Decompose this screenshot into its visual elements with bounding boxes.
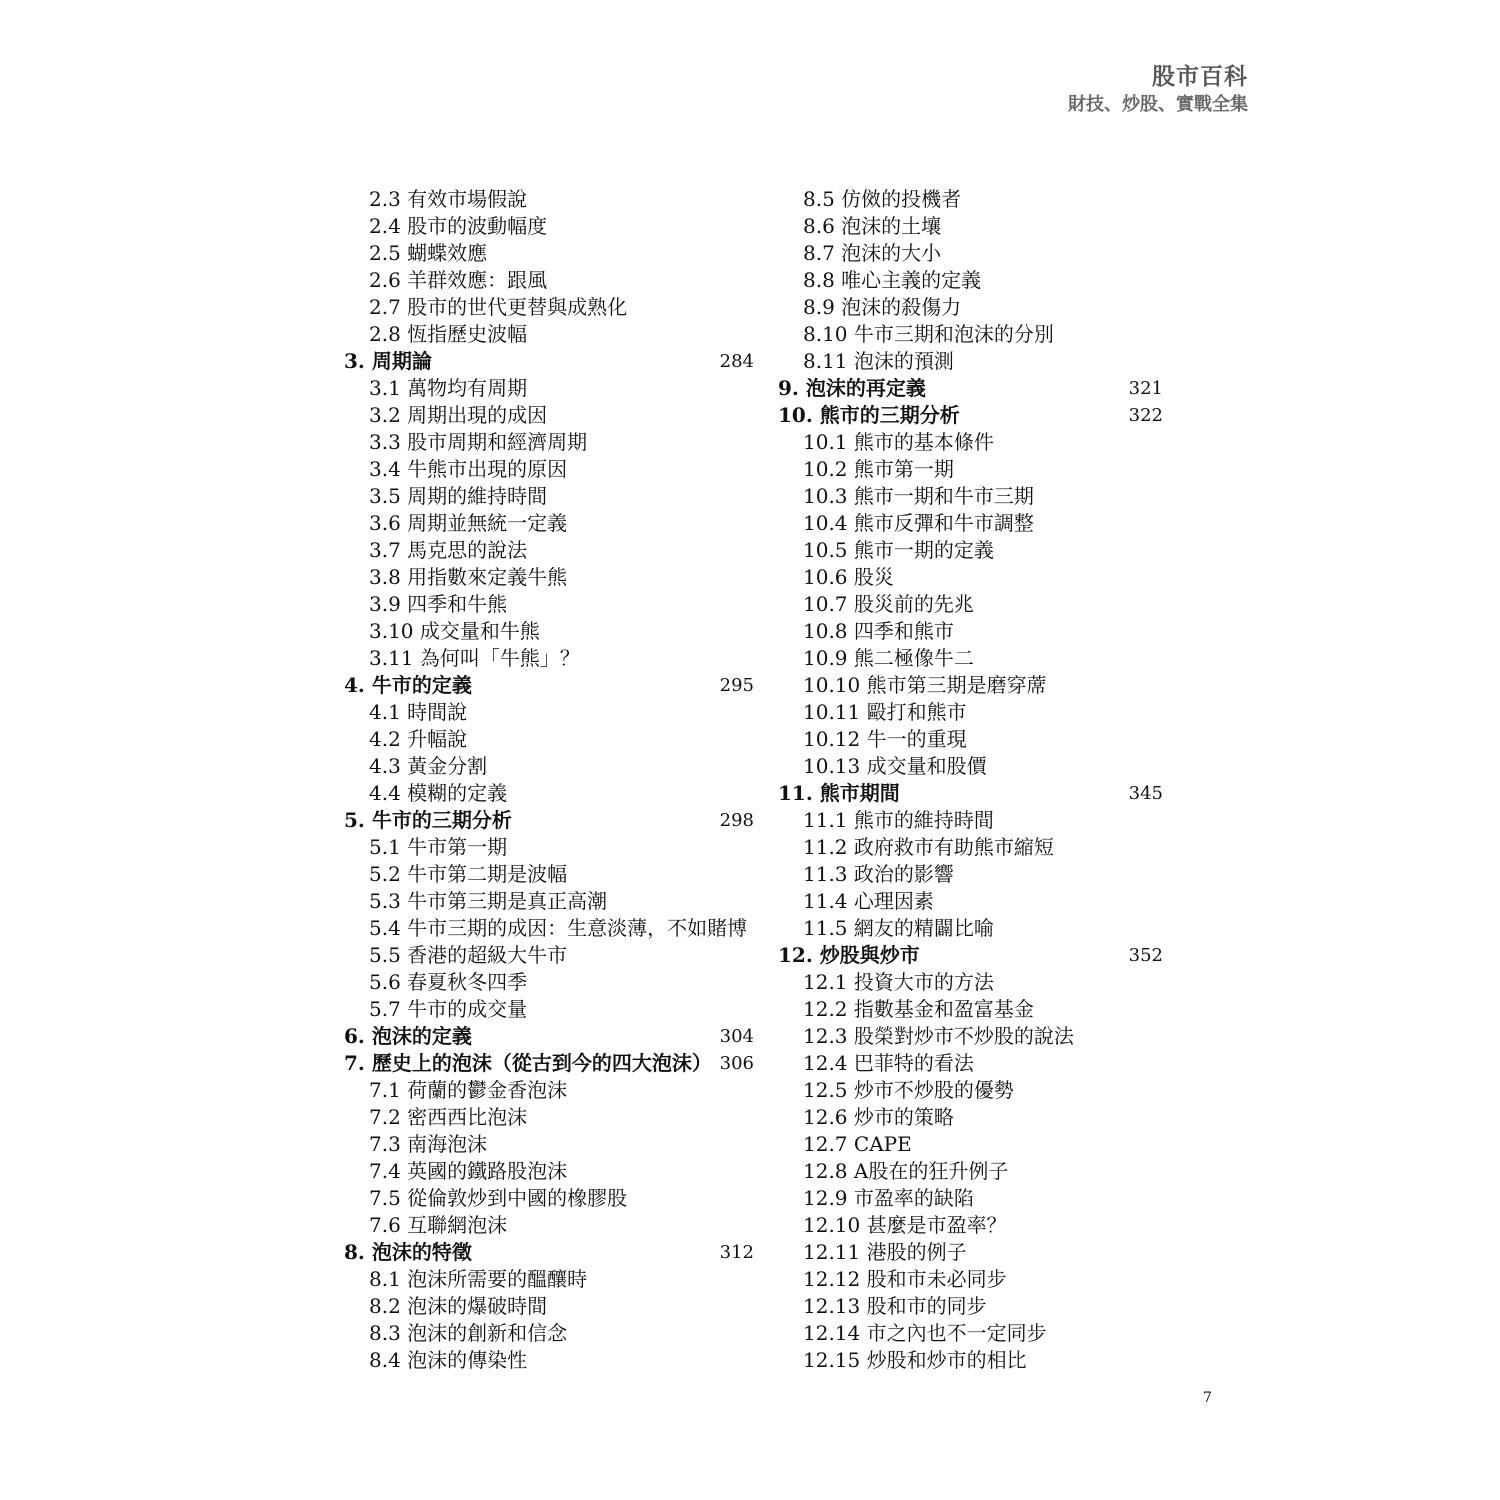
toc-subsection-entry (778, 1185, 1163, 1212)
toc-subsection-entry (778, 996, 1163, 1023)
toc-subsection-entry (778, 510, 1163, 537)
toc-subsection-entry (344, 1347, 754, 1374)
toc-entry-text: 10.1 熊市的基本條件 (803, 430, 994, 454)
toc-entry-text: 3.7 馬克思的說法 (369, 538, 528, 562)
toc-entry-text: 10.9 熊二極像牛二 (803, 646, 974, 670)
toc-subsection-entry (344, 483, 754, 510)
toc-section-heading (344, 807, 754, 834)
toc-subsection-entry (778, 969, 1163, 996)
toc-entry-text: 12.6 炒市的策略 (803, 1105, 954, 1129)
toc-entry-text: 7.1 荷蘭的鬱金香泡沫 (369, 1078, 568, 1102)
book-subtitle: 財技、炒股、實戰全集 (1068, 94, 1248, 115)
toc-subsection-entry (778, 645, 1163, 672)
toc-subsection-entry (344, 510, 754, 537)
toc-subsection-entry (344, 375, 754, 402)
toc-subsection-entry (778, 834, 1163, 861)
toc-subsection-entry (778, 699, 1163, 726)
toc-subsection-entry (778, 1023, 1163, 1050)
toc-entry-text: 7.6 互聯網泡沫 (369, 1213, 508, 1237)
toc-subsection-entry (778, 861, 1163, 888)
toc-entry-text: 4. 牛市的定義 (344, 673, 472, 697)
toc-entry-text: 12.10 甚麼是市盈率？ (803, 1213, 1007, 1237)
toc-subsection-entry (778, 618, 1163, 645)
toc-entry-text: 12.4 巴菲特的看法 (803, 1051, 974, 1075)
toc-subsection-entry (344, 213, 754, 240)
toc-entry-text: 8.7 泡沫的大小 (803, 241, 942, 265)
toc-subsection-entry (344, 537, 754, 564)
toc-section-heading (778, 402, 1163, 429)
toc-subsection-entry (344, 321, 754, 348)
toc-entry-text: 10. 熊市的三期分析 (778, 403, 960, 427)
running-header (1068, 62, 1248, 118)
toc-subsection-entry (344, 915, 754, 942)
toc-subsection-entry (344, 780, 754, 807)
toc-subsection-entry (344, 942, 754, 969)
toc-entry-text: 5.3 牛市第三期是真正高潮 (369, 889, 608, 913)
toc-subsection-entry (778, 1104, 1163, 1131)
toc-entry-text: 10.3 熊市一期和牛市三期 (803, 484, 1034, 508)
toc-page-number: 345 (1128, 783, 1163, 804)
toc-entry-text: 5. 牛市的三期分析 (344, 808, 512, 832)
toc-subsection-entry (778, 429, 1163, 456)
toc-subsection-entry (778, 753, 1163, 780)
toc-section-heading (344, 1023, 754, 1050)
toc-subsection-entry (778, 1050, 1163, 1077)
toc-subsection-entry (344, 240, 754, 267)
toc-section-heading (344, 348, 754, 375)
toc-subsection-entry (344, 294, 754, 321)
toc-section-heading (344, 672, 754, 699)
toc-entry-text: 6. 泡沫的定義 (344, 1024, 472, 1048)
toc-subsection-entry (778, 537, 1163, 564)
toc-entry-text: 2.3 有效市場假說 (369, 187, 528, 211)
toc-entry-text: 2.7 股市的世代更替與成熟化 (369, 295, 628, 319)
toc-entry-text: 2.8 恆指歷史波幅 (369, 322, 528, 346)
toc-entry-text: 3.9 四季和牛熊 (369, 592, 508, 616)
toc-subsection-entry (778, 915, 1163, 942)
toc-entry-text: 10.6 股災 (803, 565, 894, 589)
toc-entry-text: 10.11 毆打和熊市 (803, 700, 967, 724)
toc-subsection-entry (344, 969, 754, 996)
toc-entry-text: 4.4 模糊的定義 (369, 781, 508, 805)
toc-entry-text: 3. 周期論 (344, 349, 432, 373)
toc-entry-text: 10.2 熊市第一期 (803, 457, 954, 481)
toc-subsection-entry (344, 1158, 754, 1185)
toc-subsection-entry (344, 564, 754, 591)
toc-entry-text: 12.12 股和市未必同步 (803, 1267, 1007, 1291)
toc-entry-text: 10.4 熊市反彈和牛市調整 (803, 511, 1034, 535)
toc-entry-text: 10.8 四季和熊市 (803, 619, 954, 643)
toc-entry-text: 11.1 熊市的維持時間 (803, 808, 994, 832)
toc-entry-text: 5.4 牛市三期的成因：生意淡薄，不如賭博 (369, 916, 748, 940)
toc-subsection-entry (778, 240, 1163, 267)
toc-entry-text: 8.11 泡沫的預測 (803, 349, 954, 373)
toc-subsection-entry (778, 1239, 1163, 1266)
toc-entry-text: 12.5 炒市不炒股的優勢 (803, 1078, 1014, 1102)
toc-subsection-entry (778, 1077, 1163, 1104)
toc-entry-text: 10.5 熊市一期的定義 (803, 538, 994, 562)
toc-subsection-entry (344, 618, 754, 645)
toc-entry-text: 2.5 蝴蝶效應 (369, 241, 488, 265)
toc-entry-text: 5.7 牛市的成交量 (369, 997, 528, 1021)
toc-subsection-entry (778, 1293, 1163, 1320)
toc-entry-text: 7.3 南海泡沫 (369, 1132, 488, 1156)
toc-subsection-entry (344, 861, 754, 888)
toc-subsection-entry (344, 456, 754, 483)
toc-entry-text: 3.2 周期出現的成因 (369, 403, 548, 427)
toc-subsection-entry (344, 1266, 754, 1293)
toc-subsection-entry (344, 834, 754, 861)
toc-page-number: 304 (719, 1026, 754, 1047)
toc-subsection-entry (344, 1131, 754, 1158)
toc-entry-text: 12.15 炒股和炒市的相比 (803, 1348, 1027, 1372)
toc-subsection-entry (778, 591, 1163, 618)
toc-page-number: 298 (719, 810, 754, 831)
toc-subsection-entry (344, 753, 754, 780)
toc-entry-text: 8.6 泡沫的土壤 (803, 214, 942, 238)
toc-subsection-entry (344, 699, 754, 726)
toc-subsection-entry (344, 1104, 754, 1131)
toc-page-number: 352 (1128, 945, 1163, 966)
toc-entry-text: 11.4 心理因素 (803, 889, 934, 913)
toc-subsection-entry (778, 672, 1163, 699)
toc-entry-text: 12.3 股榮對炒市不炒股的說法 (803, 1024, 1074, 1048)
toc-entry-text: 12.13 股和市的同步 (803, 1294, 987, 1318)
toc-entry-text: 12.11 港股的例子 (803, 1240, 967, 1264)
toc-entry-text: 8.1 泡沫所需要的醞釀時 (369, 1267, 588, 1291)
book-title: 股市百科 (1152, 63, 1248, 90)
toc-subsection-entry (344, 186, 754, 213)
toc-entry-text: 8. 泡沫的特徵 (344, 1240, 472, 1264)
toc-entry-text: 8.8 唯心主義的定義 (803, 268, 982, 292)
toc-right-column (778, 186, 1163, 1374)
toc-subsection-entry (344, 1077, 754, 1104)
toc-subsection-entry (778, 213, 1163, 240)
toc-entry-text: 11.2 政府救市有助熊市縮短 (803, 835, 1054, 859)
toc-subsection-entry (778, 1212, 1163, 1239)
toc-entry-text: 5.2 牛市第二期是波幅 (369, 862, 568, 886)
toc-subsection-entry (778, 321, 1163, 348)
toc-subsection-entry (778, 294, 1163, 321)
toc-entry-text: 12.9 市盈率的缺陷 (803, 1186, 974, 1210)
toc-entry-text: 3.10 成交量和牛熊 (369, 619, 540, 643)
toc-entry-text: 8.9 泡沫的殺傷力 (803, 295, 962, 319)
toc-entry-text: 5.5 香港的超級大牛市 (369, 943, 568, 967)
toc-entry-text: 11.5 網友的精闢比喻 (803, 916, 994, 940)
toc-entry-text: 8.10 牛市三期和泡沫的分別 (803, 322, 1054, 346)
toc-entry-text: 10.13 成交量和股價 (803, 754, 987, 778)
page-number: 7 (1203, 1390, 1212, 1406)
toc-page-number: 322 (1128, 405, 1163, 426)
toc-entry-text: 4.2 升幅說 (369, 727, 468, 751)
toc-entry-text: 3.3 股市周期和經濟周期 (369, 430, 588, 454)
toc-entry-text: 3.4 牛熊市出現的原因 (369, 457, 568, 481)
toc-subsection-entry (778, 726, 1163, 753)
toc-entry-text: 8.4 泡沫的傳染性 (369, 1348, 528, 1372)
toc-subsection-entry (778, 807, 1163, 834)
toc-entry-text: 7.4 英國的鐵路股泡沫 (369, 1159, 568, 1183)
toc-subsection-entry (778, 1320, 1163, 1347)
toc-subsection-entry (778, 1266, 1163, 1293)
toc-subsection-entry (778, 348, 1163, 375)
toc-entry-text: 12.8 A股在的狂升例子 (803, 1159, 1009, 1183)
toc-page-number: 295 (719, 675, 754, 696)
toc-page-number: 312 (719, 1242, 754, 1263)
toc-entry-text: 5.1 牛市第一期 (369, 835, 508, 859)
toc-page-number: 284 (719, 351, 754, 372)
toc-subsection-entry (344, 888, 754, 915)
toc-entry-text: 8.5 仿傚的投機者 (803, 187, 962, 211)
toc-section-heading (778, 780, 1163, 807)
toc-entry-text: 3.1 萬物均有周期 (369, 376, 528, 400)
toc-entry-text: 3.5 周期的維持時間 (369, 484, 548, 508)
toc-entry-text: 4.1 時間說 (369, 700, 468, 724)
toc-subsection-entry (778, 456, 1163, 483)
toc-section-heading (778, 942, 1163, 969)
toc-entry-text: 2.6 羊群效應：跟風 (369, 268, 548, 292)
toc-entry-text: 11.3 政治的影響 (803, 862, 954, 886)
toc-subsection-entry (778, 1158, 1163, 1185)
toc-entry-text: 3.8 用指數來定義牛熊 (369, 565, 568, 589)
toc-subsection-entry (778, 267, 1163, 294)
toc-entry-text: 7.2 密西西比泡沫 (369, 1105, 528, 1129)
toc-entry-text: 12.1 投資大市的方法 (803, 970, 994, 994)
toc-page-number: 306 (719, 1053, 754, 1074)
toc-page-number: 321 (1128, 378, 1163, 399)
toc-entry-text: 12.2 指數基金和盈富基金 (803, 997, 1034, 1021)
toc-subsection-entry (344, 726, 754, 753)
toc-entry-text: 5.6 春夏秋冬四季 (369, 970, 528, 994)
toc-entry-text: 9. 泡沫的再定義 (778, 376, 926, 400)
toc-entry-text: 10.7 股災前的先兆 (803, 592, 974, 616)
toc-subsection-entry (344, 591, 754, 618)
toc-entry-text: 3.11 為何叫「牛熊」？ (369, 646, 580, 670)
toc-section-heading (344, 1050, 754, 1077)
toc-entry-text: 11. 熊市期間 (778, 781, 900, 805)
toc-subsection-entry (778, 1131, 1163, 1158)
toc-entry-text: 12. 炒股與炒市 (778, 943, 920, 967)
toc-entry-text: 4.3 黃金分割 (369, 754, 488, 778)
toc-entry-text: 7. 歷史上的泡沫（從古到今的四大泡沫） (344, 1051, 712, 1075)
toc-subsection-entry (344, 429, 754, 456)
toc-section-heading (778, 375, 1163, 402)
toc-subsection-entry (344, 1320, 754, 1347)
toc-subsection-entry (778, 1347, 1163, 1374)
toc-subsection-entry (344, 1212, 754, 1239)
toc-left-column (344, 186, 754, 1374)
toc-entry-text: 12.7 CAPE (803, 1132, 912, 1156)
toc-subsection-entry (778, 564, 1163, 591)
toc-subsection-entry (344, 996, 754, 1023)
toc-entry-text: 10.10 熊市第三期是磨穿蓆 (803, 673, 1047, 697)
toc-entry-text: 8.2 泡沫的爆破時間 (369, 1294, 548, 1318)
toc-entry-text: 7.5 從倫敦炒到中國的橡膠股 (369, 1186, 628, 1210)
toc-section-heading (344, 1239, 754, 1266)
toc-subsection-entry (778, 888, 1163, 915)
toc-entry-text: 3.6 周期並無統一定義 (369, 511, 568, 535)
toc-subsection-entry (344, 402, 754, 429)
toc-entry-text: 10.12 牛一的重現 (803, 727, 967, 751)
toc-subsection-entry (344, 645, 754, 672)
toc-entry-text: 2.4 股市的波動幅度 (369, 214, 548, 238)
toc-subsection-entry (778, 483, 1163, 510)
toc-subsection-entry (344, 1185, 754, 1212)
toc-subsection-entry (344, 1293, 754, 1320)
toc-subsection-entry (778, 186, 1163, 213)
toc-subsection-entry (344, 267, 754, 294)
toc-entry-text: 8.3 泡沫的創新和信念 (369, 1321, 568, 1345)
toc-entry-text: 12.14 市之內也不一定同步 (803, 1321, 1047, 1345)
